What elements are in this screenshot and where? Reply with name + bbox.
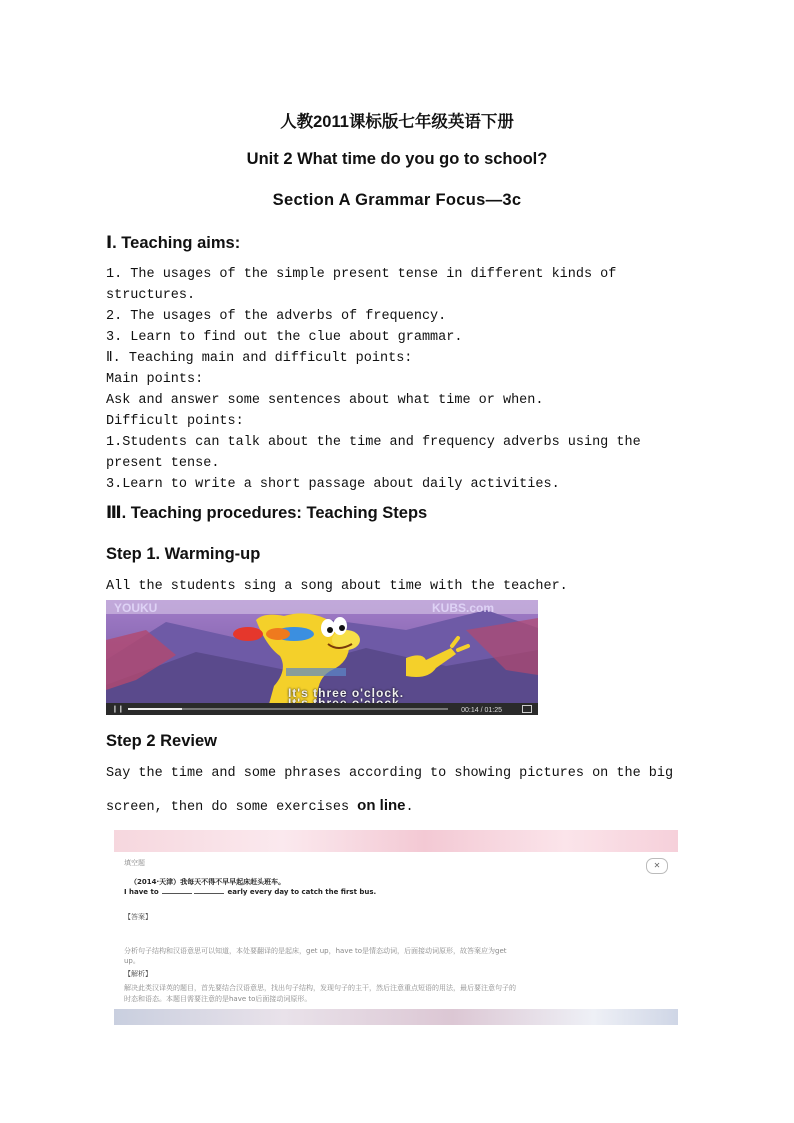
progress-fill xyxy=(128,708,182,710)
answer-text: 分析句子结构和汉语意思可以知道，本处要翻译的是起床，get up，have to是情态动词，后面接动词原形，故答案应为get xyxy=(124,947,507,955)
analysis-label: 【解析】 xyxy=(124,970,152,978)
aim-line: 2. The usages of the adverbs of frequency. xyxy=(106,309,447,324)
progress-track[interactable] xyxy=(128,708,448,710)
main-points-label: Main points: xyxy=(106,372,204,387)
difficult-point-line: 3.Learn to write a short passage about daily activities. xyxy=(106,477,560,492)
answer-text: up。 xyxy=(124,957,140,965)
main-points-text: Ask and answer some sentences about what time or when. xyxy=(106,393,544,408)
sentence-end: early every day to catch the first bus. xyxy=(227,888,377,896)
step2-line2 xyxy=(106,795,686,818)
aim-line: 1. The usages of the simple present tense in different kinds of xyxy=(106,267,617,282)
sentence-start: I have to xyxy=(124,888,159,896)
difficult-point-line: 1.Students can talk about the time and frequency adverbs using the xyxy=(106,435,641,450)
step2-text: screen, then do some exercises xyxy=(106,800,358,815)
video-control-bar[interactable] xyxy=(106,703,538,715)
blossom-banner-top xyxy=(114,830,678,852)
analysis-text: 时态和语态。本题目需要注意的是have to后面接动词原形。 xyxy=(124,995,312,1003)
play-icon[interactable]: ❙❙ xyxy=(112,705,124,713)
video-brand-right: KUBS.com xyxy=(432,601,495,615)
analysis-text: 解决此类汉译英的题目，首先要结合汉语意思，找出句子结构，发现句子的主干，然后注意重点短语的用法，最后要注意句子的 xyxy=(124,984,516,992)
fullscreen-icon[interactable] xyxy=(522,705,532,713)
step2-period: . xyxy=(405,800,414,815)
answer-blank[interactable] xyxy=(162,893,192,894)
video-time: 00:14 / 01:25 xyxy=(461,707,502,714)
main-difficult-heading: Ⅱ. Teaching main and difficult points: xyxy=(106,351,413,366)
question-sentence xyxy=(124,888,376,896)
teaching-procedures-heading: Ⅲ. Teaching procedures: Teaching Steps xyxy=(106,504,428,522)
aim-line: 3. Learn to find out the clue about grammar. xyxy=(106,330,463,345)
teaching-aims-heading: Ⅰ. Teaching aims: xyxy=(106,234,241,252)
difficult-points-label: Difficult points: xyxy=(106,414,244,429)
aim-line: structures. xyxy=(106,288,196,303)
step1-text: All the students sing a song about time with the teacher. xyxy=(106,579,568,594)
video-brand-left: YOUKU xyxy=(114,601,158,615)
video-subtitle: It's three o'clock. xyxy=(287,686,405,700)
question-chinese: （2014·天津）我每天不得不早早起床赶头班车。 xyxy=(130,878,286,886)
question-type-label: 填空题 xyxy=(124,859,145,867)
unit-title: Unit 2 What time do you go to school? xyxy=(246,150,548,168)
song-video-thumbnail[interactable] xyxy=(106,600,538,715)
answer-label: 【答案】 xyxy=(124,913,152,921)
answer-blank[interactable] xyxy=(194,893,224,894)
section-title: Section A Grammar Focus—3c xyxy=(272,191,522,209)
step2-line1: Say the time and some phrases according to showing pictures on the big xyxy=(106,766,674,781)
blossom-banner-bottom xyxy=(114,1009,678,1025)
step2-heading: Step 2 Review xyxy=(106,732,217,750)
close-icon[interactable]: ✕ xyxy=(646,858,668,874)
step1-heading: Step 1. Warming-up xyxy=(106,545,261,563)
online-exercise-screenshot xyxy=(114,830,678,1025)
document-title: 人教2011课标版七年级英语下册 xyxy=(280,113,514,131)
teaching-aims-list xyxy=(106,264,666,495)
difficult-point-line: present tense. xyxy=(106,456,220,471)
online-emphasis: on line xyxy=(357,797,406,814)
